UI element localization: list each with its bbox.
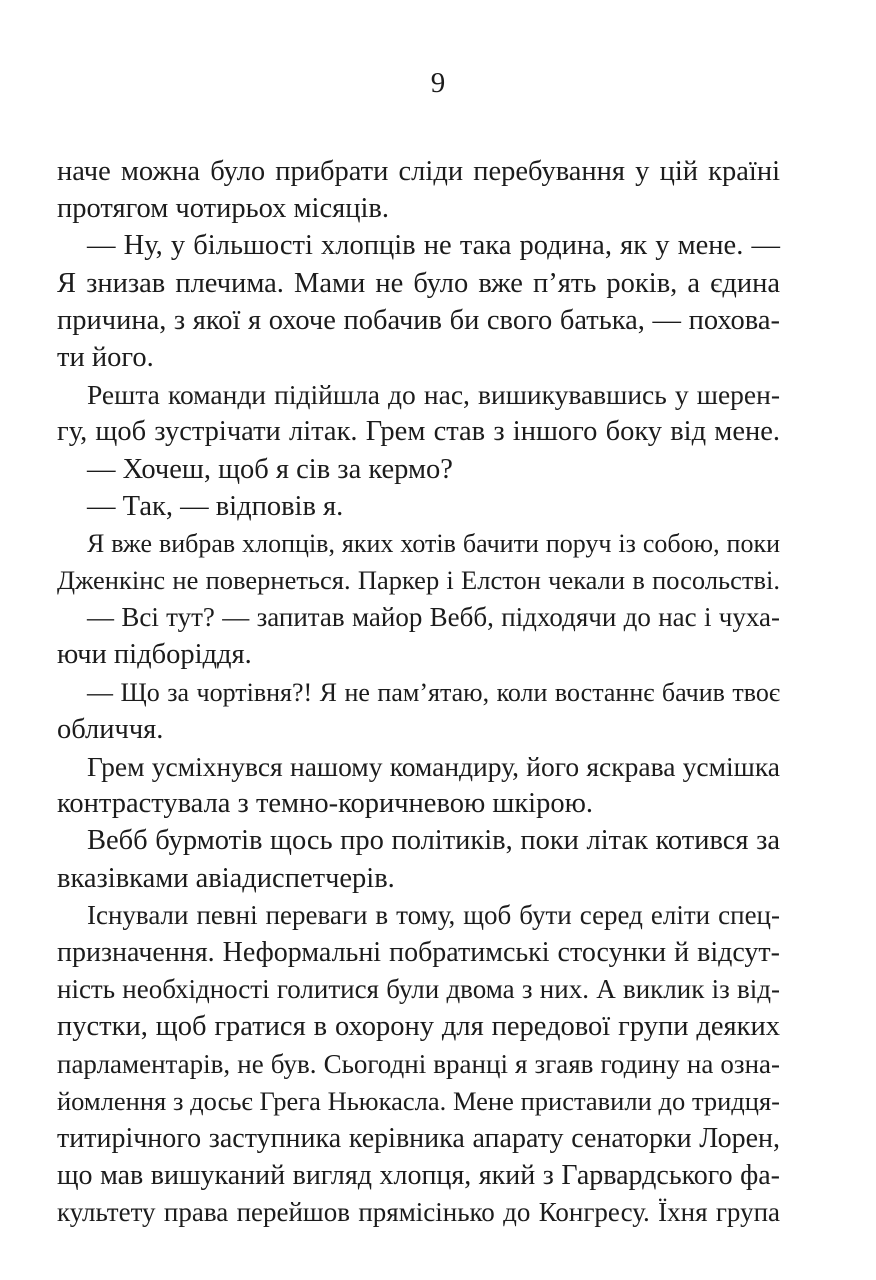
text-line: ючи підборіддя. bbox=[57, 639, 252, 671]
text-line: Дженкінс не повернеться. Паркер і Елстон чекали в посольстві. bbox=[57, 565, 780, 596]
text-line: призначення. Неформальні побратимські стосунки й відсут- bbox=[57, 936, 780, 968]
text-line: контрастувала з темно-коричневою шкірою. bbox=[57, 788, 594, 820]
text-line: вказівками авіадиспетчерів. bbox=[57, 862, 395, 894]
text-line: парламентарів, не був. Сьогодні вранці я згаяв годину на озна- bbox=[57, 1048, 780, 1079]
text-line: культету права перейшов прямісінько до Конгресу. Їхня група bbox=[57, 1197, 780, 1228]
text-line: Я вже вибрав хлопців, яких хотів бачити поруч із собою, поки bbox=[87, 528, 780, 558]
text-line: Грем усміхнувся нашому командиру, його яскрава усмішка bbox=[87, 751, 780, 782]
text-line: пустки, щоб гратися в охорону для передової групи деяких bbox=[57, 1011, 780, 1043]
text-line: — Ну, у більшості хлопців не така родина, як у мене. — bbox=[87, 230, 780, 262]
text-line: ність необхідності голитися були двома з них. А виклик із від- bbox=[57, 974, 780, 1005]
text-line: титирічного заступника керівника апарату сенаторки Лорен, bbox=[57, 1122, 780, 1154]
text-line: що мав вишуканий вигляд хлопця, який з Гарвардського фа- bbox=[57, 1160, 780, 1192]
text-line: обличчя. bbox=[57, 713, 164, 745]
text-line: — Хочеш, щоб я сів за кермо? bbox=[87, 453, 453, 485]
text-line: протягом чотирьох місяців. bbox=[57, 193, 389, 225]
text-line: Решта команди підійшла до нас, вишикувавшись у шерен- bbox=[87, 379, 780, 411]
text-line: Існували певні переваги в тому, щоб бути серед еліти спец- bbox=[87, 899, 780, 930]
page-number: 9 bbox=[430, 67, 446, 99]
text-line: — Всі тут? — запитав майор Вебб, підходячи до нас і чуха- bbox=[87, 602, 780, 633]
text-line: — Що за чортівня?! Я не пам’ятаю, коли востаннє бачив твоє bbox=[87, 677, 780, 707]
text-line: йомлення з досьє Грега Ньюкасла. Мене приставили до тридця- bbox=[57, 1085, 780, 1116]
text-line: гу, щоб зустрічати літак. Грем став з іншого боку від мене. bbox=[57, 416, 780, 448]
text-line: ти його. bbox=[57, 341, 154, 373]
text-line: причина, з якої я охоче побачив би свого батька, — похова- bbox=[57, 304, 780, 336]
text-line: наче можна було прибрати сліди перебування у цій країні bbox=[57, 156, 780, 187]
text-line: — Так, — відповів я. bbox=[87, 490, 344, 522]
text-line: Я знизав плечима. Мами не було вже п’ять років, а єдина bbox=[57, 267, 780, 299]
text-line: Вебб бурмотів щось про політиків, поки літак котився за bbox=[87, 825, 780, 857]
book-text bbox=[57, 153, 780, 1231]
